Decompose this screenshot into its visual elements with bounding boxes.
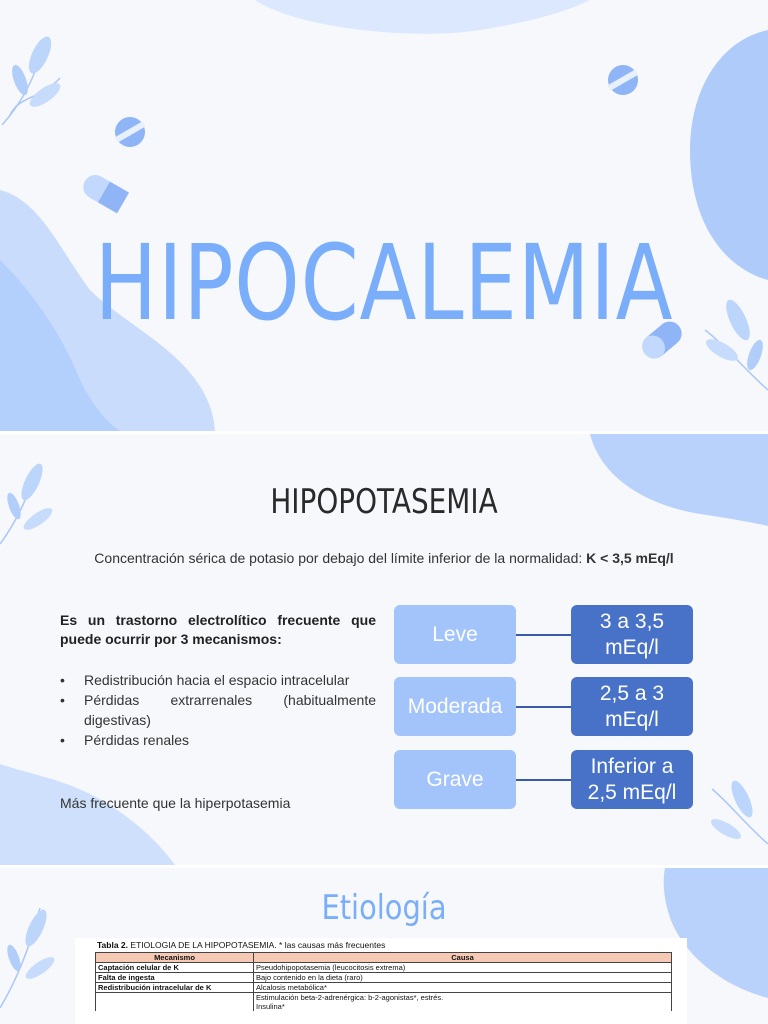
table-cell: [96, 993, 254, 1012]
title-slide: [0, 0, 768, 431]
definition-text: [0, 550, 768, 566]
severity-label-grave: Grave: [394, 750, 516, 809]
etiology-table: [95, 952, 672, 1011]
range-line: 3 a 3,5: [599, 609, 665, 633]
table-row: [96, 993, 672, 1003]
note-text: Más frecuente que la hiperpotasemia: [60, 795, 291, 811]
definition-value: K < 3,5 mEq/l: [586, 550, 674, 566]
page-title: HIPOCALEMIA: [94, 222, 674, 344]
range-line: mEq/l: [605, 635, 659, 659]
list-item: • Redistribución hacia el espacio intracelular: [60, 670, 376, 690]
caption-text: ETIOLOGIA DE LA HIPOPOTASEMIA. * las causas más frecuentes: [130, 940, 386, 950]
connector-line: [516, 706, 571, 708]
section-title: Etiología: [321, 888, 447, 928]
list-item: • Pérdidas renales: [60, 730, 376, 750]
severity-range-moderada: [571, 677, 693, 736]
table-cell: Estimulación beta-2-adrenérgica: b-2-agonistas*, estrés.: [254, 993, 672, 1003]
table-row: [96, 983, 672, 993]
range-line: 2,5 mEq/l: [587, 780, 677, 804]
range-line: mEq/l: [605, 707, 659, 731]
column-header: Mecanismo: [96, 953, 254, 963]
severity-label-moderada: Moderada: [394, 677, 516, 736]
section-title: HIPOPOTASEMIA: [270, 482, 498, 522]
table-row: [96, 973, 672, 983]
severity-label-leve: Leve: [394, 605, 516, 664]
connector-line: [516, 634, 571, 636]
table-cell: Bajo contenido en la dieta (raro): [254, 973, 672, 983]
connector-line: [516, 779, 571, 781]
list-item: • Pérdidas extrarrenales (habitualmente digestivas): [60, 690, 376, 730]
severity-range-grave: [571, 750, 693, 809]
table-header-row: [96, 953, 672, 963]
mechanism-list: [60, 670, 376, 750]
table-cell: Insulina*: [254, 1002, 672, 1011]
caption-label: Tabla 2.: [97, 940, 129, 950]
etiology-table-image: [75, 938, 687, 1024]
definition-slide: [0, 434, 768, 865]
column-header: Causa: [254, 953, 672, 963]
range-line: 2,5 a 3: [599, 681, 665, 705]
definition-label: Concentración sérica de potasio por debajo del límite inferior de la normalidad:: [94, 550, 583, 566]
table-row: [96, 963, 672, 973]
table-cell: Alcalosis metabólica*: [254, 983, 672, 993]
table-caption: [97, 940, 385, 950]
pill-icon: [0, 0, 768, 431]
severity-range-leve: [571, 605, 693, 664]
table-cell: Captación celular de K: [96, 963, 254, 973]
etiology-slide: [0, 868, 768, 1024]
table-cell: Redistribución intracelular de K: [96, 983, 254, 993]
intro-text: Es un trastorno electrolítico frecuente que puede ocurrir por 3 mecanismos:: [60, 612, 376, 647]
table-cell: Falta de ingesta: [96, 973, 254, 983]
range-line: Inferior a: [590, 754, 674, 778]
table-cell: Pseudohipopotasemia (leucocitosis extrema): [254, 963, 672, 973]
